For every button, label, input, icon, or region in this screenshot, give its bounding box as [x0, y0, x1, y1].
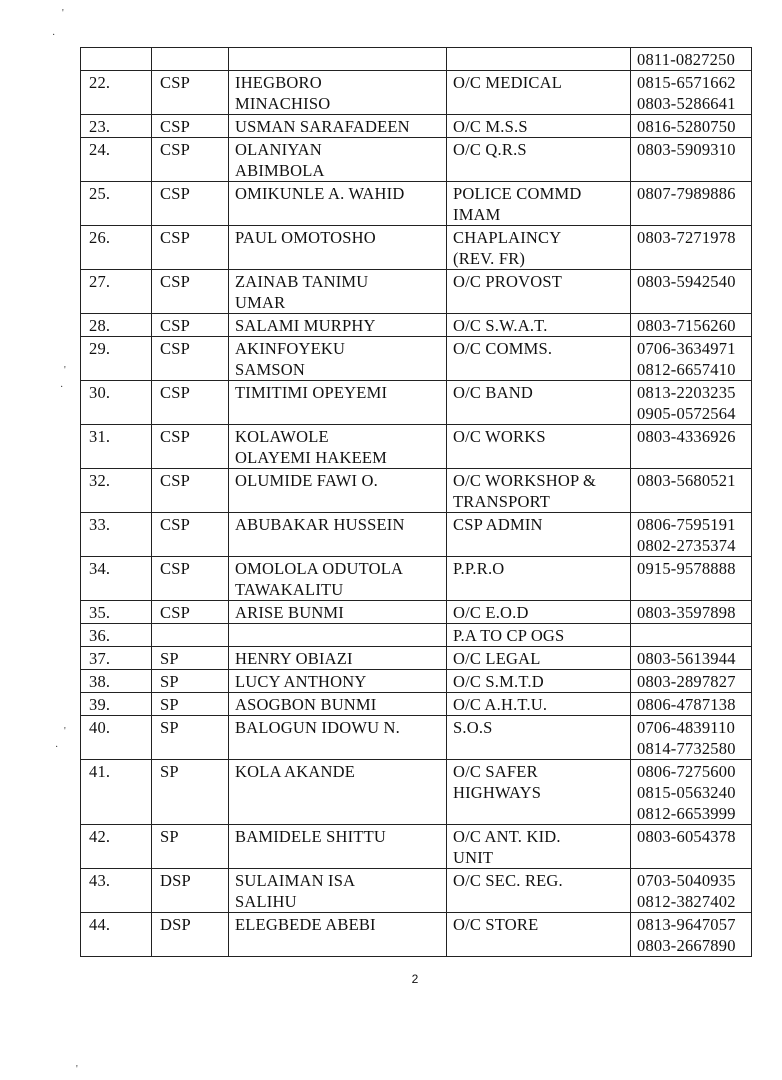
- rank-text: CSP: [160, 73, 190, 92]
- office-line: O/C ANT. KID.: [453, 827, 561, 846]
- phone-line: 0803-4336926: [637, 427, 736, 446]
- office-cell: [447, 869, 631, 913]
- phone-line: 0812-6653999: [637, 804, 736, 823]
- phone-cell: [631, 182, 752, 226]
- phone-line: 0905-0572564: [637, 404, 736, 423]
- rank-cell: [152, 913, 229, 957]
- office-line: CHAPLAINCY: [453, 228, 562, 247]
- serial-number-cell: [81, 825, 152, 869]
- phone-line: 0814-7732580: [637, 739, 736, 758]
- phone-line: 0803-5613944: [637, 649, 736, 668]
- serial-number-cell: [81, 716, 152, 760]
- office-line: O/C Q.R.S: [453, 140, 527, 159]
- officer-name-line: OLUMIDE FAWI O.: [235, 471, 378, 490]
- serial-number-text: 38.: [89, 672, 111, 691]
- serial-number-text: 28.: [89, 316, 111, 335]
- serial-number-cell: [81, 270, 152, 314]
- rank-cell: [152, 869, 229, 913]
- rank-cell: [152, 760, 229, 825]
- officer-name-cell: [229, 115, 447, 138]
- phone-line: 0706-4839110: [637, 718, 736, 737]
- rank-text: SP: [160, 827, 179, 846]
- rank-cell: [152, 716, 229, 760]
- phone-cell: [631, 270, 752, 314]
- phone-cell: [631, 716, 752, 760]
- phone-line: 0813-2203235: [637, 383, 736, 402]
- rank-text: CSP: [160, 471, 190, 490]
- phone-cell: [631, 138, 752, 182]
- rank-cell: [152, 670, 229, 693]
- serial-number-cell: [81, 760, 152, 825]
- office-cell: [447, 716, 631, 760]
- phone-line: 0703-5040935: [637, 871, 736, 890]
- table-row: [81, 381, 752, 425]
- phone-cell: [631, 693, 752, 716]
- rank-cell: [152, 337, 229, 381]
- office-cell: [447, 670, 631, 693]
- phone-cell: [631, 760, 752, 825]
- office-line: O/C PROVOST: [453, 272, 563, 291]
- office-cell: [447, 913, 631, 957]
- scan-speck: ·: [52, 30, 56, 41]
- rank-text: CSP: [160, 316, 190, 335]
- office-line: HIGHWAYS: [453, 783, 542, 802]
- serial-number-cell: [81, 513, 152, 557]
- phone-cell: [631, 226, 752, 270]
- officer-name-cell: [229, 760, 447, 825]
- serial-number-text: 39.: [89, 695, 111, 714]
- office-line: (REV. FR): [453, 249, 526, 268]
- office-line: O/C SEC. REG.: [453, 871, 563, 890]
- officer-name-line: TAWAKALITU: [235, 580, 344, 599]
- phone-line: 0806-7275600: [637, 762, 736, 781]
- office-line: O/C M.S.S: [453, 117, 528, 136]
- phone-line: 0803-5909310: [637, 140, 736, 159]
- rank-text: CSP: [160, 117, 190, 136]
- scan-speck: ': [76, 1064, 78, 1075]
- serial-number-text: 29.: [89, 339, 111, 358]
- scan-speck: ': [64, 726, 66, 737]
- officer-name-line: KOLAWOLE: [235, 427, 329, 446]
- officer-name-line: IHEGBORO: [235, 73, 322, 92]
- rank-cell: [152, 647, 229, 670]
- rank-cell: [152, 601, 229, 624]
- rank-text: SP: [160, 672, 179, 691]
- table-row: [81, 469, 752, 513]
- rank-cell: [152, 469, 229, 513]
- serial-number-cell: [81, 869, 152, 913]
- office-line: O/C COMMS.: [453, 339, 553, 358]
- phone-line: 0812-3827402: [637, 892, 736, 911]
- officer-name-cell: [229, 381, 447, 425]
- table-row: [81, 314, 752, 337]
- phone-line: 0815-0563240: [637, 783, 736, 802]
- table-row: [81, 425, 752, 469]
- office-line: TRANSPORT: [453, 492, 551, 511]
- serial-number-cell: [81, 314, 152, 337]
- serial-number-cell: [81, 425, 152, 469]
- serial-number-text: 37.: [89, 649, 111, 668]
- phone-line: 0803-6054378: [637, 827, 736, 846]
- phone-line: 0806-7595191: [637, 515, 736, 534]
- office-cell: [447, 624, 631, 647]
- office-cell: [447, 337, 631, 381]
- table-row: [81, 138, 752, 182]
- phone-cell: [631, 869, 752, 913]
- rank-cell: [152, 115, 229, 138]
- phone-line: 0802-2735374: [637, 536, 736, 555]
- phone-cell: [631, 913, 752, 957]
- table-row: [81, 513, 752, 557]
- serial-number-text: 43.: [89, 871, 111, 890]
- office-cell: [447, 270, 631, 314]
- table-row: [81, 670, 752, 693]
- rank-text: CSP: [160, 603, 190, 622]
- phone-line: 0803-5680521: [637, 471, 736, 490]
- office-line: UNIT: [453, 848, 494, 867]
- phone-line: 0803-7271978: [637, 228, 736, 247]
- rank-cell: [152, 693, 229, 716]
- serial-number-cell: [81, 693, 152, 716]
- rank-text: CSP: [160, 228, 190, 247]
- table-row: [81, 716, 752, 760]
- officer-name-cell: [229, 270, 447, 314]
- phone-cell: [631, 670, 752, 693]
- rank-cell: [152, 314, 229, 337]
- scan-speck: ': [62, 8, 64, 19]
- phone-cell: [631, 624, 752, 647]
- serial-number-text: 34.: [89, 559, 111, 578]
- serial-number-text: 35.: [89, 603, 111, 622]
- table-row: [81, 624, 752, 647]
- officer-name-cell: [229, 182, 447, 226]
- officer-name-line: PAUL OMOTOSHO: [235, 228, 376, 247]
- rank-cell: [152, 226, 229, 270]
- phone-cell: [631, 469, 752, 513]
- rank-cell: [152, 425, 229, 469]
- office-line: S.O.S: [453, 718, 493, 737]
- office-cell: [447, 825, 631, 869]
- officer-name-cell: [229, 226, 447, 270]
- rank-text: SP: [160, 695, 179, 714]
- officer-name-line: SAMSON: [235, 360, 305, 379]
- table-row: [81, 337, 752, 381]
- table-row: [81, 71, 752, 115]
- scan-speck: ': [64, 365, 66, 376]
- phone-line: 0803-5286641: [637, 94, 736, 113]
- officer-name-line: ABIMBOLA: [235, 161, 325, 180]
- office-cell: [447, 469, 631, 513]
- serial-number-text: 31.: [89, 427, 111, 446]
- rank-cell: [152, 71, 229, 115]
- table-row: [81, 115, 752, 138]
- table-row: [81, 557, 752, 601]
- office-cell: [447, 138, 631, 182]
- serial-number-text: 42.: [89, 827, 111, 846]
- serial-number-text: 40.: [89, 718, 111, 737]
- office-cell: [447, 760, 631, 825]
- office-line: O/C S.M.T.D: [453, 672, 544, 691]
- serial-number-text: 44.: [89, 915, 111, 934]
- serial-number-text: 32.: [89, 471, 111, 490]
- officer-name-cell: [229, 825, 447, 869]
- office-line: P.P.R.O: [453, 559, 505, 578]
- officer-name-line: AKINFOYEKU: [235, 339, 346, 358]
- rank-text: CSP: [160, 427, 190, 446]
- phone-cell: [631, 425, 752, 469]
- officer-name-line: SALIHU: [235, 892, 297, 911]
- serial-number-cell: [81, 48, 152, 71]
- phone-line: 0811-0827250: [637, 50, 736, 69]
- table-row: [81, 226, 752, 270]
- serial-number-cell: [81, 647, 152, 670]
- rank-text: CSP: [160, 515, 190, 534]
- table-row: [81, 601, 752, 624]
- officer-name-line: OMIKUNLE A. WAHID: [235, 184, 405, 203]
- rank-cell: [152, 825, 229, 869]
- phone-cell: [631, 115, 752, 138]
- office-line: O/C STORE: [453, 915, 539, 934]
- phone-cell: [631, 48, 752, 71]
- table-row: [81, 693, 752, 716]
- page-number: 2: [411, 972, 419, 986]
- rank-cell: [152, 513, 229, 557]
- officer-name-cell: [229, 314, 447, 337]
- officers-table: [80, 47, 752, 957]
- office-line: O/C LEGAL: [453, 649, 541, 668]
- phone-line: 0813-9647057: [637, 915, 736, 934]
- office-cell: [447, 381, 631, 425]
- table-row: [81, 913, 752, 957]
- serial-number-cell: [81, 226, 152, 270]
- rank-cell: [152, 48, 229, 71]
- office-cell: [447, 226, 631, 270]
- officer-name-line: SULAIMAN ISA: [235, 871, 356, 890]
- rank-cell: [152, 557, 229, 601]
- phone-line: 0816-5280750: [637, 117, 736, 136]
- rank-cell: [152, 381, 229, 425]
- officer-name-line: ELEGBEDE ABEBI: [235, 915, 376, 934]
- phone-cell: [631, 557, 752, 601]
- office-line: O/C A.H.T.U.: [453, 695, 548, 714]
- table-row: [81, 647, 752, 670]
- phone-cell: [631, 314, 752, 337]
- office-cell: [447, 314, 631, 337]
- phone-line: 0915-9578888: [637, 559, 736, 578]
- officer-name-cell: [229, 425, 447, 469]
- table-row: [81, 760, 752, 825]
- officer-name-cell: [229, 869, 447, 913]
- officer-name-line: TIMITIMI OPEYEMI: [235, 383, 388, 402]
- rank-text: CSP: [160, 140, 190, 159]
- serial-number-cell: [81, 469, 152, 513]
- officer-name-cell: [229, 647, 447, 670]
- phone-line: 0803-5942540: [637, 272, 736, 291]
- phone-line: 0806-4787138: [637, 695, 736, 714]
- phone-line: 0807-7989886: [637, 184, 736, 203]
- officer-name-line: MINACHISO: [235, 94, 331, 113]
- officer-name-line: OMOLOLA ODUTOLA: [235, 559, 404, 578]
- officer-name-line: ARISE BUNMI: [235, 603, 344, 622]
- office-cell: [447, 71, 631, 115]
- serial-number-cell: [81, 624, 152, 647]
- officer-name-line: OLANIYAN: [235, 140, 322, 159]
- serial-number-text: 36.: [89, 626, 111, 645]
- serial-number-text: 23.: [89, 117, 111, 136]
- serial-number-cell: [81, 381, 152, 425]
- officer-name-cell: [229, 469, 447, 513]
- phone-cell: [631, 381, 752, 425]
- officer-name-cell: [229, 71, 447, 115]
- officer-name-cell: [229, 48, 447, 71]
- office-cell: [447, 513, 631, 557]
- officer-name-cell: [229, 693, 447, 716]
- office-line: CSP ADMIN: [453, 515, 543, 534]
- rank-text: CSP: [160, 383, 190, 402]
- phone-line: 0803-2897827: [637, 672, 736, 691]
- officer-name-line: BAMIDELE SHITTU: [235, 827, 387, 846]
- office-line: O/C S.W.A.T.: [453, 316, 548, 335]
- office-cell: [447, 48, 631, 71]
- phone-line: 0815-6571662: [637, 73, 736, 92]
- serial-number-text: 41.: [89, 762, 111, 781]
- phone-cell: [631, 601, 752, 624]
- serial-number-text: 30.: [89, 383, 111, 402]
- phone-cell: [631, 513, 752, 557]
- office-cell: [447, 557, 631, 601]
- serial-number-cell: [81, 670, 152, 693]
- rank-cell: [152, 270, 229, 314]
- rank-cell: [152, 182, 229, 226]
- serial-number-cell: [81, 601, 152, 624]
- rank-text: CSP: [160, 339, 190, 358]
- officer-name-line: UMAR: [235, 293, 286, 312]
- office-cell: [447, 115, 631, 138]
- phone-line: 0803-2667890: [637, 936, 736, 955]
- rank-text: CSP: [160, 559, 190, 578]
- office-line: O/C SAFER: [453, 762, 538, 781]
- office-line: O/C MEDICAL: [453, 73, 562, 92]
- serial-number-cell: [81, 71, 152, 115]
- phone-cell: [631, 71, 752, 115]
- office-cell: [447, 182, 631, 226]
- officer-name-cell: [229, 557, 447, 601]
- officer-name-cell: [229, 670, 447, 693]
- officer-name-cell: [229, 716, 447, 760]
- serial-number-cell: [81, 337, 152, 381]
- rank-cell: [152, 138, 229, 182]
- phone-cell: [631, 337, 752, 381]
- officer-name-cell: [229, 138, 447, 182]
- scan-speck: ·: [55, 742, 59, 753]
- officer-name-line: SALAMI MURPHY: [235, 316, 376, 335]
- table-row: [81, 270, 752, 314]
- rank-text: SP: [160, 762, 179, 781]
- office-cell: [447, 425, 631, 469]
- phone-cell: [631, 647, 752, 670]
- officer-name-line: KOLA AKANDE: [235, 762, 355, 781]
- officer-name-line: USMAN SARAFADEEN: [235, 117, 410, 136]
- phone-cell: [631, 825, 752, 869]
- officer-name-line: ABUBAKAR HUSSEIN: [235, 515, 405, 534]
- scan-speck: ·: [60, 382, 64, 393]
- officer-name-cell: [229, 913, 447, 957]
- officer-name-line: ASOGBON BUNMI: [235, 695, 377, 714]
- serial-number-cell: [81, 913, 152, 957]
- office-cell: [447, 647, 631, 670]
- office-line: POLICE COMMD: [453, 184, 582, 203]
- office-line: IMAM: [453, 205, 501, 224]
- serial-number-text: 24.: [89, 140, 111, 159]
- serial-number-cell: [81, 182, 152, 226]
- officer-name-line: OLAYEMI HAKEEM: [235, 448, 388, 467]
- office-line: O/C E.O.D: [453, 603, 529, 622]
- officer-name-line: BALOGUN IDOWU N.: [235, 718, 400, 737]
- officer-name-line: HENRY OBIAZI: [235, 649, 353, 668]
- table-row: [81, 182, 752, 226]
- phone-line: 0803-3597898: [637, 603, 736, 622]
- officers-table-body: [81, 48, 752, 957]
- phone-line: 0812-6657410: [637, 360, 736, 379]
- officer-name-cell: [229, 337, 447, 381]
- officer-name-cell: [229, 513, 447, 557]
- table-row: [81, 825, 752, 869]
- office-line: O/C WORKSHOP &: [453, 471, 597, 490]
- office-line: P.A TO CP OGS: [453, 626, 565, 645]
- office-cell: [447, 601, 631, 624]
- officer-name-line: LUCY ANTHONY: [235, 672, 367, 691]
- office-line: O/C WORKS: [453, 427, 546, 446]
- serial-number-text: 22.: [89, 73, 111, 92]
- serial-number-text: 33.: [89, 515, 111, 534]
- serial-number-text: 27.: [89, 272, 111, 291]
- office-cell: [447, 693, 631, 716]
- table-row: [81, 48, 752, 71]
- table-row: [81, 869, 752, 913]
- rank-text: SP: [160, 649, 179, 668]
- serial-number-cell: [81, 138, 152, 182]
- rank-text: DSP: [160, 871, 191, 890]
- rank-cell: [152, 624, 229, 647]
- office-line: O/C BAND: [453, 383, 533, 402]
- serial-number-text: 26.: [89, 228, 111, 247]
- rank-text: SP: [160, 718, 179, 737]
- officer-name-cell: [229, 624, 447, 647]
- rank-text: CSP: [160, 184, 190, 203]
- rank-text: CSP: [160, 272, 190, 291]
- serial-number-text: 25.: [89, 184, 111, 203]
- rank-text: DSP: [160, 915, 191, 934]
- serial-number-cell: [81, 557, 152, 601]
- phone-line: 0706-3634971: [637, 339, 736, 358]
- serial-number-cell: [81, 115, 152, 138]
- officer-name-cell: [229, 601, 447, 624]
- officer-name-line: ZAINAB TANIMU: [235, 272, 369, 291]
- phone-line: 0803-7156260: [637, 316, 736, 335]
